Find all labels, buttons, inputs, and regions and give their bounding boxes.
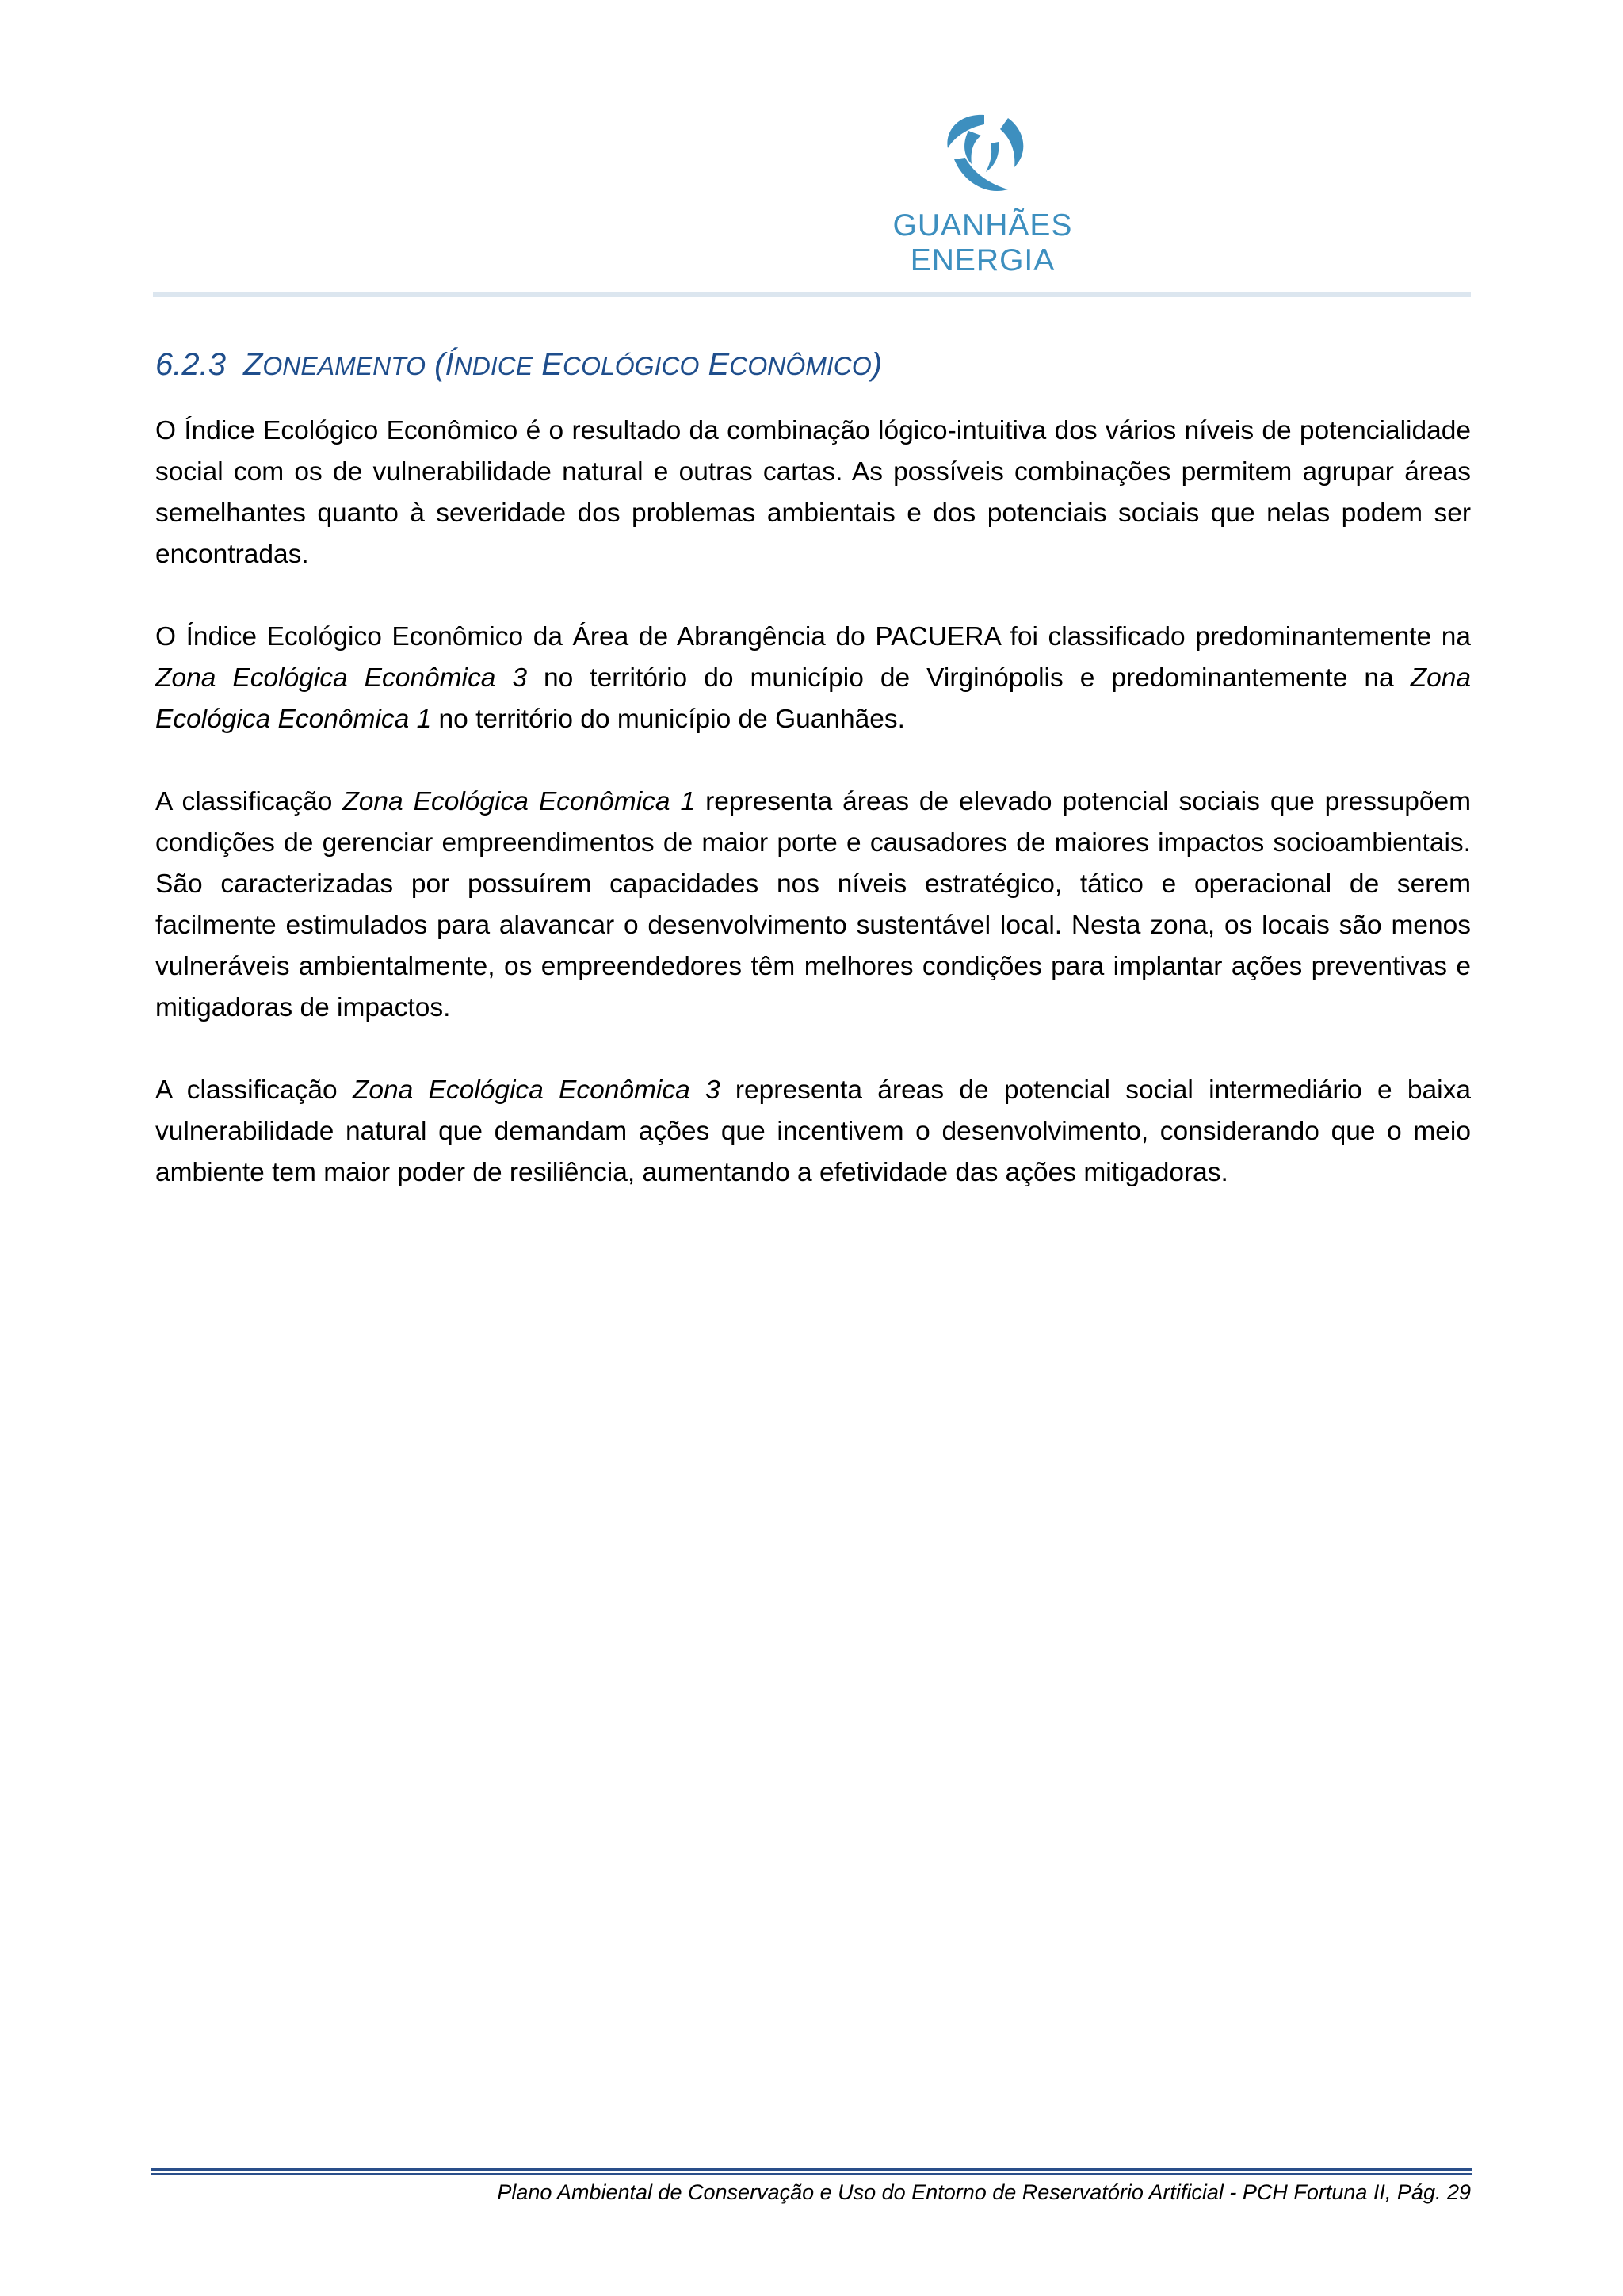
paragraph-text: no território do município de Virginópolis e predominantemente na bbox=[527, 663, 1411, 693]
body-text bbox=[155, 411, 1471, 1235]
section-title-part: CONÔMICO bbox=[729, 352, 872, 380]
paragraph: O Índice Ecológico Econômico é o resultado da combinação lógico-intuitiva dos vários níveis de potencialidade social com os de vulnerabilidade natural e outras cartas. As possíveis combinações permitem agrupar áreas semelhantes quanto à severidade dos problemas ambientais e dos potenciais sociais que nelas podem ser encontradas. bbox=[155, 416, 1471, 569]
zone-name: Zona Ecológica Econômica 1 bbox=[155, 663, 1471, 734]
section-heading bbox=[155, 347, 1471, 383]
section-title-part: ONEAMENTO bbox=[262, 352, 426, 380]
paragraph-text: A classificação bbox=[155, 787, 343, 816]
section-title-part: (Í bbox=[426, 347, 454, 382]
section-title-part: COLÓGICO bbox=[562, 352, 700, 380]
footer-divider bbox=[151, 2168, 1472, 2171]
company-logo bbox=[816, 107, 1149, 277]
zone-name: Zona Ecológica Econômica 3 bbox=[352, 1075, 720, 1105]
zone-name: Zona Ecológica Econômica 1 bbox=[342, 787, 696, 816]
paragraph-text: no território do município de Guanhães. bbox=[431, 705, 905, 734]
paragraph-text: representa áreas de elevado potencial sociais que pressupõem condições de gerenciar empreendimentos de maior porte e causadores de maiores impactos socioambientais. São caracterizadas por possuírem capacidades nos níveis estratégico, tático e operacional de serem facilmente estimulados para alavancar o desenvolvimento sustentável local. Nesta zona, os locais são menos vulneráveis ambientalmente, os empreendedores têm melhores condições para implantar ações preventivas e mitigadoras de impactos. bbox=[155, 787, 1472, 1022]
section-title-part: E bbox=[699, 347, 730, 382]
paragraph bbox=[155, 781, 1471, 1029]
footer-divider bbox=[151, 2173, 1472, 2175]
section-number: 6.2.3 bbox=[155, 347, 226, 382]
section-title-part: NDICE bbox=[453, 352, 533, 380]
paragraph-text: O Índice Ecológico Econômico da Área de Abrangência do PACUERA foi classificado predominantemente na bbox=[155, 622, 1471, 651]
section-title-part: Z bbox=[242, 347, 263, 382]
paragraph-text: A classificação bbox=[155, 1075, 353, 1105]
paragraph-text: representa áreas de potencial social intermediário e baixa vulnerabilidade natural que demandam ações que incentivem o desenvolvimento, considerando que o meio ambiente tem maior poder de resiliência, aumentando a efetividade das ações mitigadoras. bbox=[155, 1075, 1471, 1187]
paragraph bbox=[155, 1070, 1471, 1194]
header-divider bbox=[153, 292, 1471, 297]
section-title-part: E bbox=[533, 347, 563, 382]
paragraph bbox=[155, 617, 1471, 740]
page-footer: Plano Ambiental de Conservação e Uso do Entorno de Reservatório Artificial - PCH Fortuna II, Pág. 29 bbox=[497, 2180, 1471, 2204]
logo-swirl-icon bbox=[922, 107, 1041, 202]
logo-text: GUANHÃES ENERGIA bbox=[892, 208, 1073, 277]
zone-name: Zona Ecológica Econômica 3 bbox=[155, 663, 528, 693]
section-title-part: ) bbox=[871, 347, 883, 382]
